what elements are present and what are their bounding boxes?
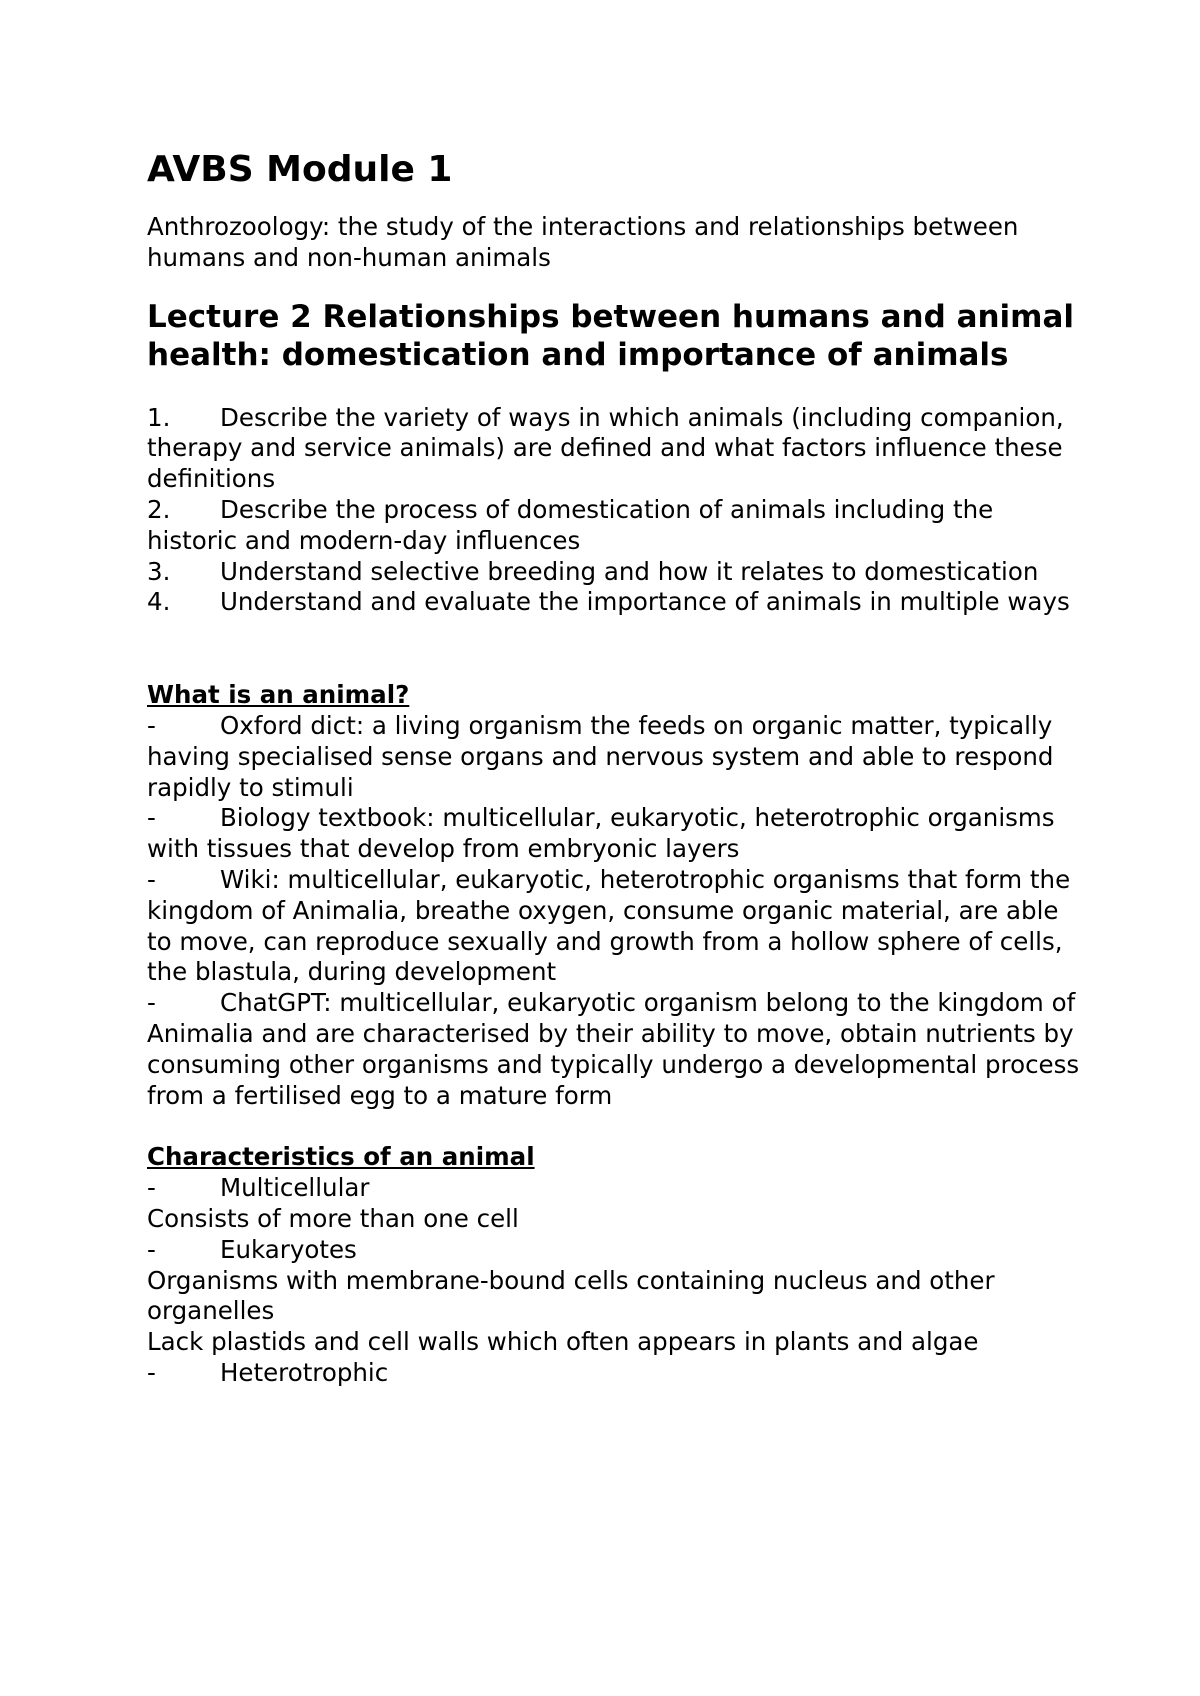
- intro-definition: Anthrozoology: the study of the interactions and relationships between humans and non-human animals: [147, 212, 1019, 272]
- bullet-dash: -: [147, 710, 156, 740]
- description-text: Consists of more than one cell: [147, 1203, 519, 1233]
- definition-item: [147, 803, 1087, 865]
- characteristics-list: [147, 1173, 1087, 1389]
- section-heading-characteristics: Characteristics of an animal: [147, 1142, 535, 1172]
- lecture-heading: Lecture 2 Relationships between humans and animal health: domestication and importance of animals: [147, 298, 1075, 374]
- definition-text: Biology textbook: multicellular, eukaryotic, heterotrophic organisms with tissues that develop from embryonic layers: [147, 803, 1055, 864]
- animal-definitions-list: [147, 711, 1087, 1111]
- definition-text: Oxford dict: a living organism the feeds on organic matter, typically having specialised sense organs and nervous system and able to respond rapidly to stimuli: [147, 710, 1054, 802]
- objective-text: Understand selective breeding and how it relates to domestication: [220, 556, 1039, 586]
- objective-item: [147, 403, 1087, 495]
- characteristic-text: Multicellular: [220, 1173, 370, 1203]
- characteristic-item: [147, 1173, 1087, 1204]
- document-title: AVBS Module 1: [147, 149, 453, 190]
- objective-item: [147, 557, 1087, 588]
- objective-number: 3.: [147, 556, 171, 586]
- characteristic-item: [147, 1235, 1087, 1266]
- objective-text: Describe the process of domestication of animals including the historic and modern-day influences: [147, 494, 994, 555]
- bullet-dash: -: [147, 803, 156, 833]
- characteristic-description: [147, 1327, 1087, 1358]
- objective-text: Describe the variety of ways in which animals (including companion, therapy and service animals) are defined and what factors influence these definitions: [147, 402, 1064, 494]
- definition-item: [147, 988, 1087, 1111]
- learning-objectives-list: [147, 403, 1087, 619]
- characteristic-item: [147, 1358, 1087, 1389]
- objective-number: 1.: [147, 402, 171, 432]
- description-text: Lack plastids and cell walls which often appears in plants and algae: [147, 1327, 979, 1357]
- objective-text: Understand and evaluate the importance of animals in multiple ways: [220, 587, 1070, 617]
- bullet-dash: -: [147, 1173, 156, 1203]
- characteristic-description: [147, 1204, 1087, 1235]
- section-heading-what-is-an-animal: What is an animal?: [147, 680, 410, 710]
- definition-item: [147, 711, 1087, 803]
- definition-text: ChatGPT: multicellular, eukaryotic organism belong to the kingdom of Animalia and are characterised by their ability to move, obtain nutrients by consuming other organisms and typically undergo a developmental process from a fertilised egg to a mature form: [147, 988, 1080, 1110]
- description-text: Organisms with membrane-bound cells containing nucleus and other organelles: [147, 1265, 995, 1326]
- bullet-dash: -: [147, 1234, 156, 1264]
- bullet-dash: -: [147, 864, 156, 894]
- characteristic-description: [147, 1266, 1087, 1328]
- characteristic-text: Heterotrophic: [220, 1357, 389, 1387]
- characteristic-text: Eukaryotes: [220, 1234, 357, 1264]
- objective-number: 2.: [147, 494, 171, 524]
- objective-item: [147, 495, 1087, 557]
- bullet-dash: -: [147, 988, 156, 1018]
- objective-item: [147, 587, 1087, 618]
- definition-text: Wiki: multicellular, eukaryotic, heterotrophic organisms that form the kingdom of Animalia, breathe oxygen, consume organic material, are able to move, can reproduce sexually and growth from a hollow sphere of cells, the blastula, during development: [147, 864, 1071, 987]
- bullet-dash: -: [147, 1357, 156, 1387]
- document-page: [147, 146, 1087, 1389]
- definition-item: [147, 865, 1087, 988]
- objective-number: 4.: [147, 587, 171, 617]
